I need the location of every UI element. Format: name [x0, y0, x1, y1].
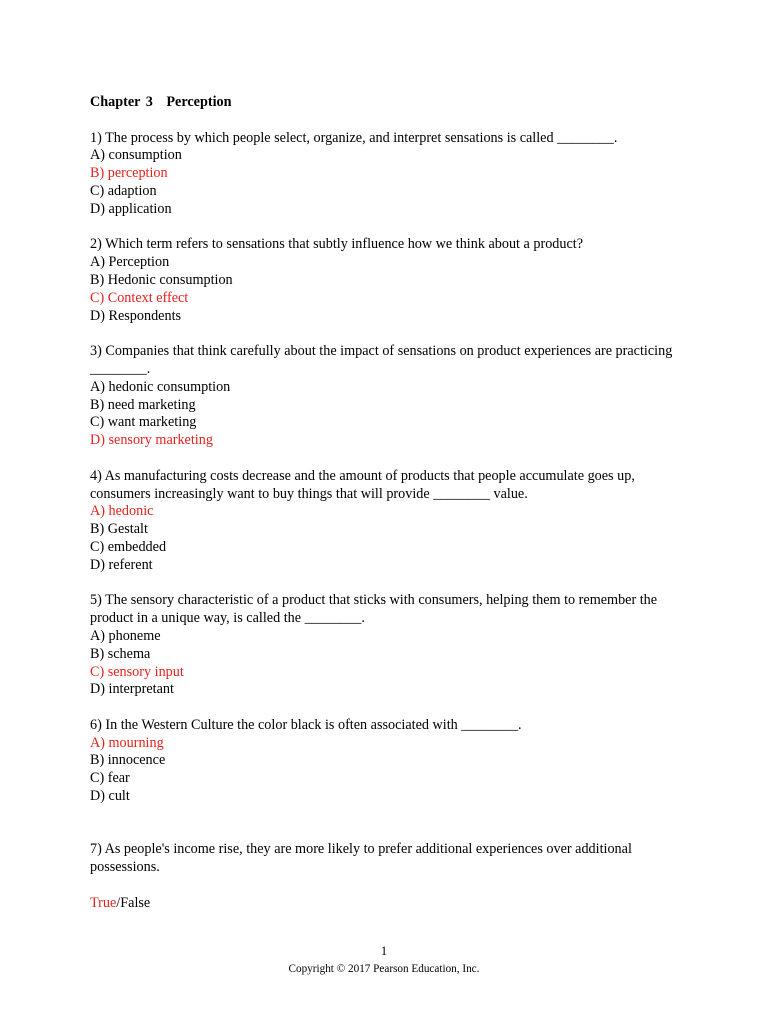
- question-5: [90, 592, 690, 699]
- document-content: [90, 94, 690, 930]
- page-number: 1: [380, 944, 388, 958]
- question-7: [90, 841, 690, 912]
- question-stem: 3) Companies that think carefully about the impact of sensations on product experiences are practicing ________.: [90, 343, 673, 377]
- correct-answer-option: D) sensory marketing: [90, 432, 213, 449]
- answer-option: B) Gestalt: [90, 521, 148, 538]
- answer-option: C) embedded: [90, 538, 167, 555]
- chapter-name: Perception: [166, 94, 232, 110]
- question-stem: 6) In the Western Culture the color black is often associated with ________.: [90, 716, 522, 733]
- answer-option: B) need marketing: [90, 396, 196, 413]
- answer-option: C) adaption: [90, 182, 157, 199]
- chapter-number: Chapter 3: [90, 94, 153, 110]
- question-6: [90, 717, 690, 806]
- true-false-answer: [90, 895, 690, 913]
- answer-option: D) referent: [90, 556, 153, 573]
- true-option: True: [90, 894, 117, 911]
- answer-option: B) schema: [90, 645, 151, 662]
- answer-option: B) Hedonic consumption: [90, 271, 233, 288]
- answer-option: B) innocence: [90, 752, 166, 769]
- false-option: False: [120, 894, 151, 911]
- question-stem: 4) As manufacturing costs decrease and the amount of products that people accumulate goes up, consumers increasingly want to buy things that will provide ________ value.: [90, 467, 635, 502]
- answer-option: C) want marketing: [90, 414, 197, 431]
- question-stem: 1) The process by which people select, organize, and interpret sensations is called ________.: [90, 129, 618, 146]
- answer-option: A) consumption: [90, 147, 182, 164]
- question-3: [90, 343, 690, 450]
- correct-answer-option: A) mourning: [90, 734, 164, 751]
- answer-option: C) fear: [90, 770, 130, 787]
- chapter-title: [90, 94, 690, 112]
- correct-answer-option: C) sensory input: [90, 663, 184, 680]
- answer-option: D) interpretant: [90, 681, 174, 698]
- answer-option: A) phoneme: [90, 627, 161, 644]
- correct-answer-option: A) hedonic: [90, 503, 154, 520]
- correct-answer-option: B) perception: [90, 165, 168, 182]
- question-4: [90, 468, 690, 575]
- question-stem: 7) As people's income rise, they are more likely to prefer additional experiences over additional possessions.: [90, 841, 632, 876]
- answer-option: D) cult: [90, 788, 130, 805]
- question-stem: 5) The sensory characteristic of a product that sticks with consumers, helping them to remember the product in a unique way, is called the ________.: [90, 592, 658, 627]
- answer-option: A) Perception: [90, 254, 170, 271]
- question-stem: 2) Which term refers to sensations that subtly influence how we think about a product?: [90, 236, 584, 253]
- answer-option: A) hedonic consumption: [90, 378, 231, 395]
- question-2: [90, 236, 690, 325]
- tf-separator: /: [116, 894, 121, 911]
- copyright-notice: Copyright © 2017 Pearson Education, Inc.: [288, 963, 480, 975]
- correct-answer-option: C) Context effect: [90, 289, 189, 306]
- answer-option: D) Respondents: [90, 307, 182, 324]
- question-list: [90, 130, 690, 806]
- answer-option: D) application: [90, 200, 172, 217]
- question-1: [90, 130, 690, 219]
